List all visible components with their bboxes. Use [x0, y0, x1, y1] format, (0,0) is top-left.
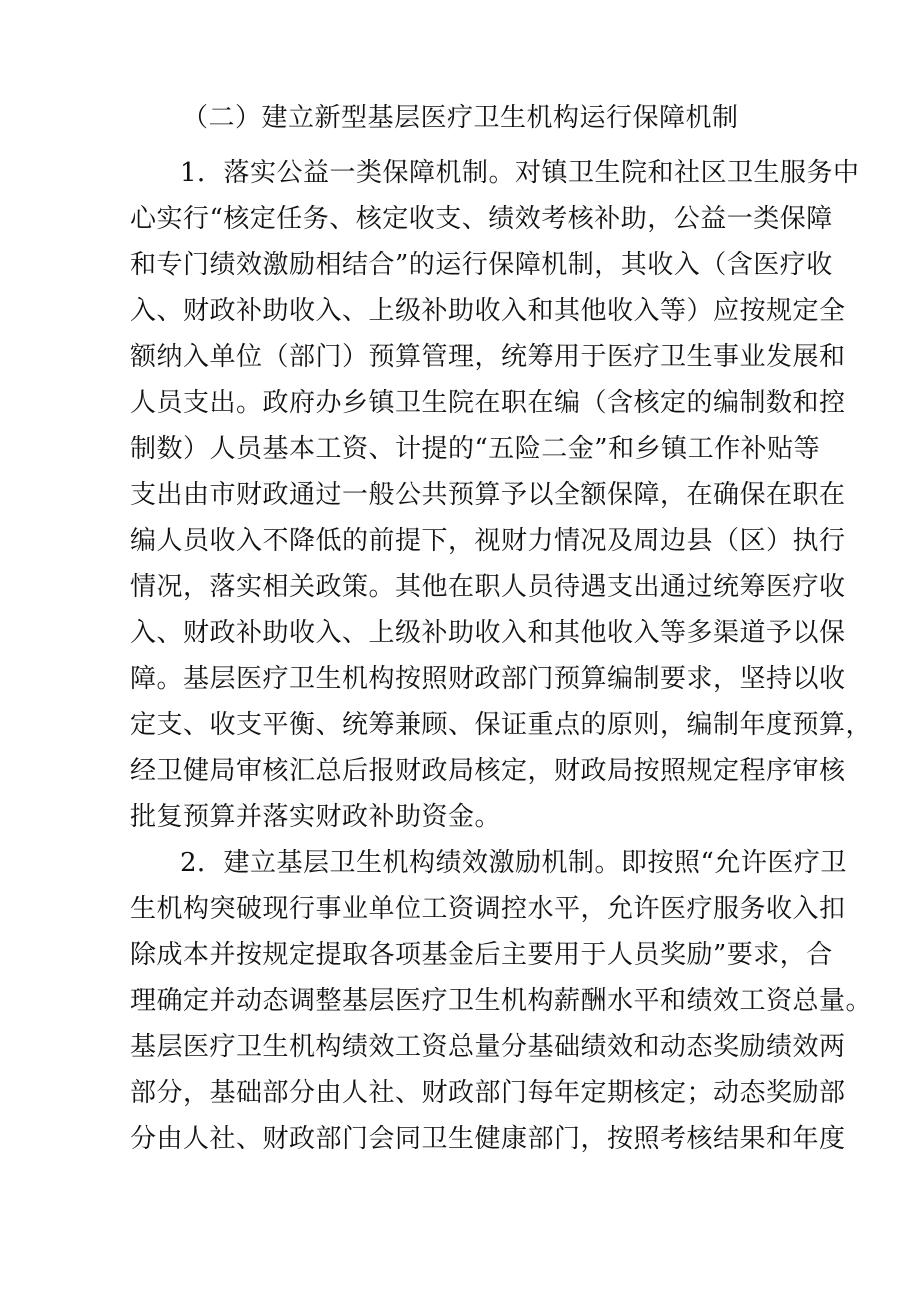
paragraph-1-line-12: 障。基层医疗卫生机构按照财政部门预算编制要求，坚持以收 [130, 664, 846, 694]
paragraph-2-line-6: 部分，基础部分由人社、财政部门每年定期核定；动态奖励部 [130, 1078, 846, 1108]
paragraph-2-line-7: 分由人社、财政部门会同卫生健康部门，按照考核结果和年度 [130, 1124, 846, 1154]
paragraph-1-line-11: 入、财政补助收入、上级补助收入和其他收入等多渠道予以保 [130, 618, 846, 648]
paragraph-1-line-6: 人员支出。政府办乡镇卫生院在职在编（含核定的编制数和控 [130, 388, 846, 418]
paragraph-1-line-4: 入、财政补助收入、上级补助收入和其他收入等）应按规定全 [130, 296, 846, 326]
paragraph-1-line-10: 情况，落实相关政策。其他在职人员待遇支出通过统筹医疗收 [130, 572, 846, 602]
paragraph-1-line-2: 心实行“核定任务、核定收支、绩效考核补助，公益一类保障 [130, 204, 833, 234]
section-heading: （二）建立新型基层医疗卫生机构运行保障机制 [182, 103, 739, 133]
paragraph-1-line-8: 支出由市财政通过一般公共预算予以全额保障，在确保在职在 [130, 480, 846, 510]
paragraph-1-line-13: 定支、收支平衡、统筹兼顾、保证重点的原则，编制年度预算， [130, 710, 873, 740]
paragraph-1-line-3: 和专门绩效激励相结合”的运行保障机制，其收入（含医疗收 [130, 250, 833, 280]
paragraph-2-line-3: 除成本并按规定提取各项基金后主要用于人员奖励”要求，合 [130, 940, 833, 970]
paragraph-2-line-1: 2．建立基层卫生机构绩效激励机制。即按照“允许医疗卫 [180, 848, 847, 878]
paragraph-1-line-15: 批复预算并落实财政补助资金。 [130, 802, 502, 832]
paragraph-1-line-5: 额纳入单位（部门）预算管理，统筹用于医疗卫生事业发展和 [130, 342, 846, 372]
paragraph-2-line-2: 生机构突破现行事业单位工资调控水平，允许医疗服务收入扣 [130, 894, 846, 924]
paragraph-2-line-4: 理确定并动态调整基层医疗卫生机构薪酬水平和绩效工资总量。 [130, 986, 873, 1016]
paragraph-1-line-14: 经卫健局审核汇总后报财政局核定，财政局按照规定程序审核 [130, 756, 846, 786]
paragraph-1-line-7: 制数）人员基本工资、计提的“五险二金”和乡镇工作补贴等 [130, 434, 821, 464]
paragraph-2-line-5: 基层医疗卫生机构绩效工资总量分基础绩效和动态奖励绩效两 [130, 1032, 846, 1062]
paragraph-1-line-1: 1．落实公益一类保障机制。对镇卫生院和社区卫生服务中 [180, 158, 860, 188]
paragraph-1-line-9: 编人员收入不降低的前提下，视财力情况及周边县（区）执行 [130, 526, 846, 556]
